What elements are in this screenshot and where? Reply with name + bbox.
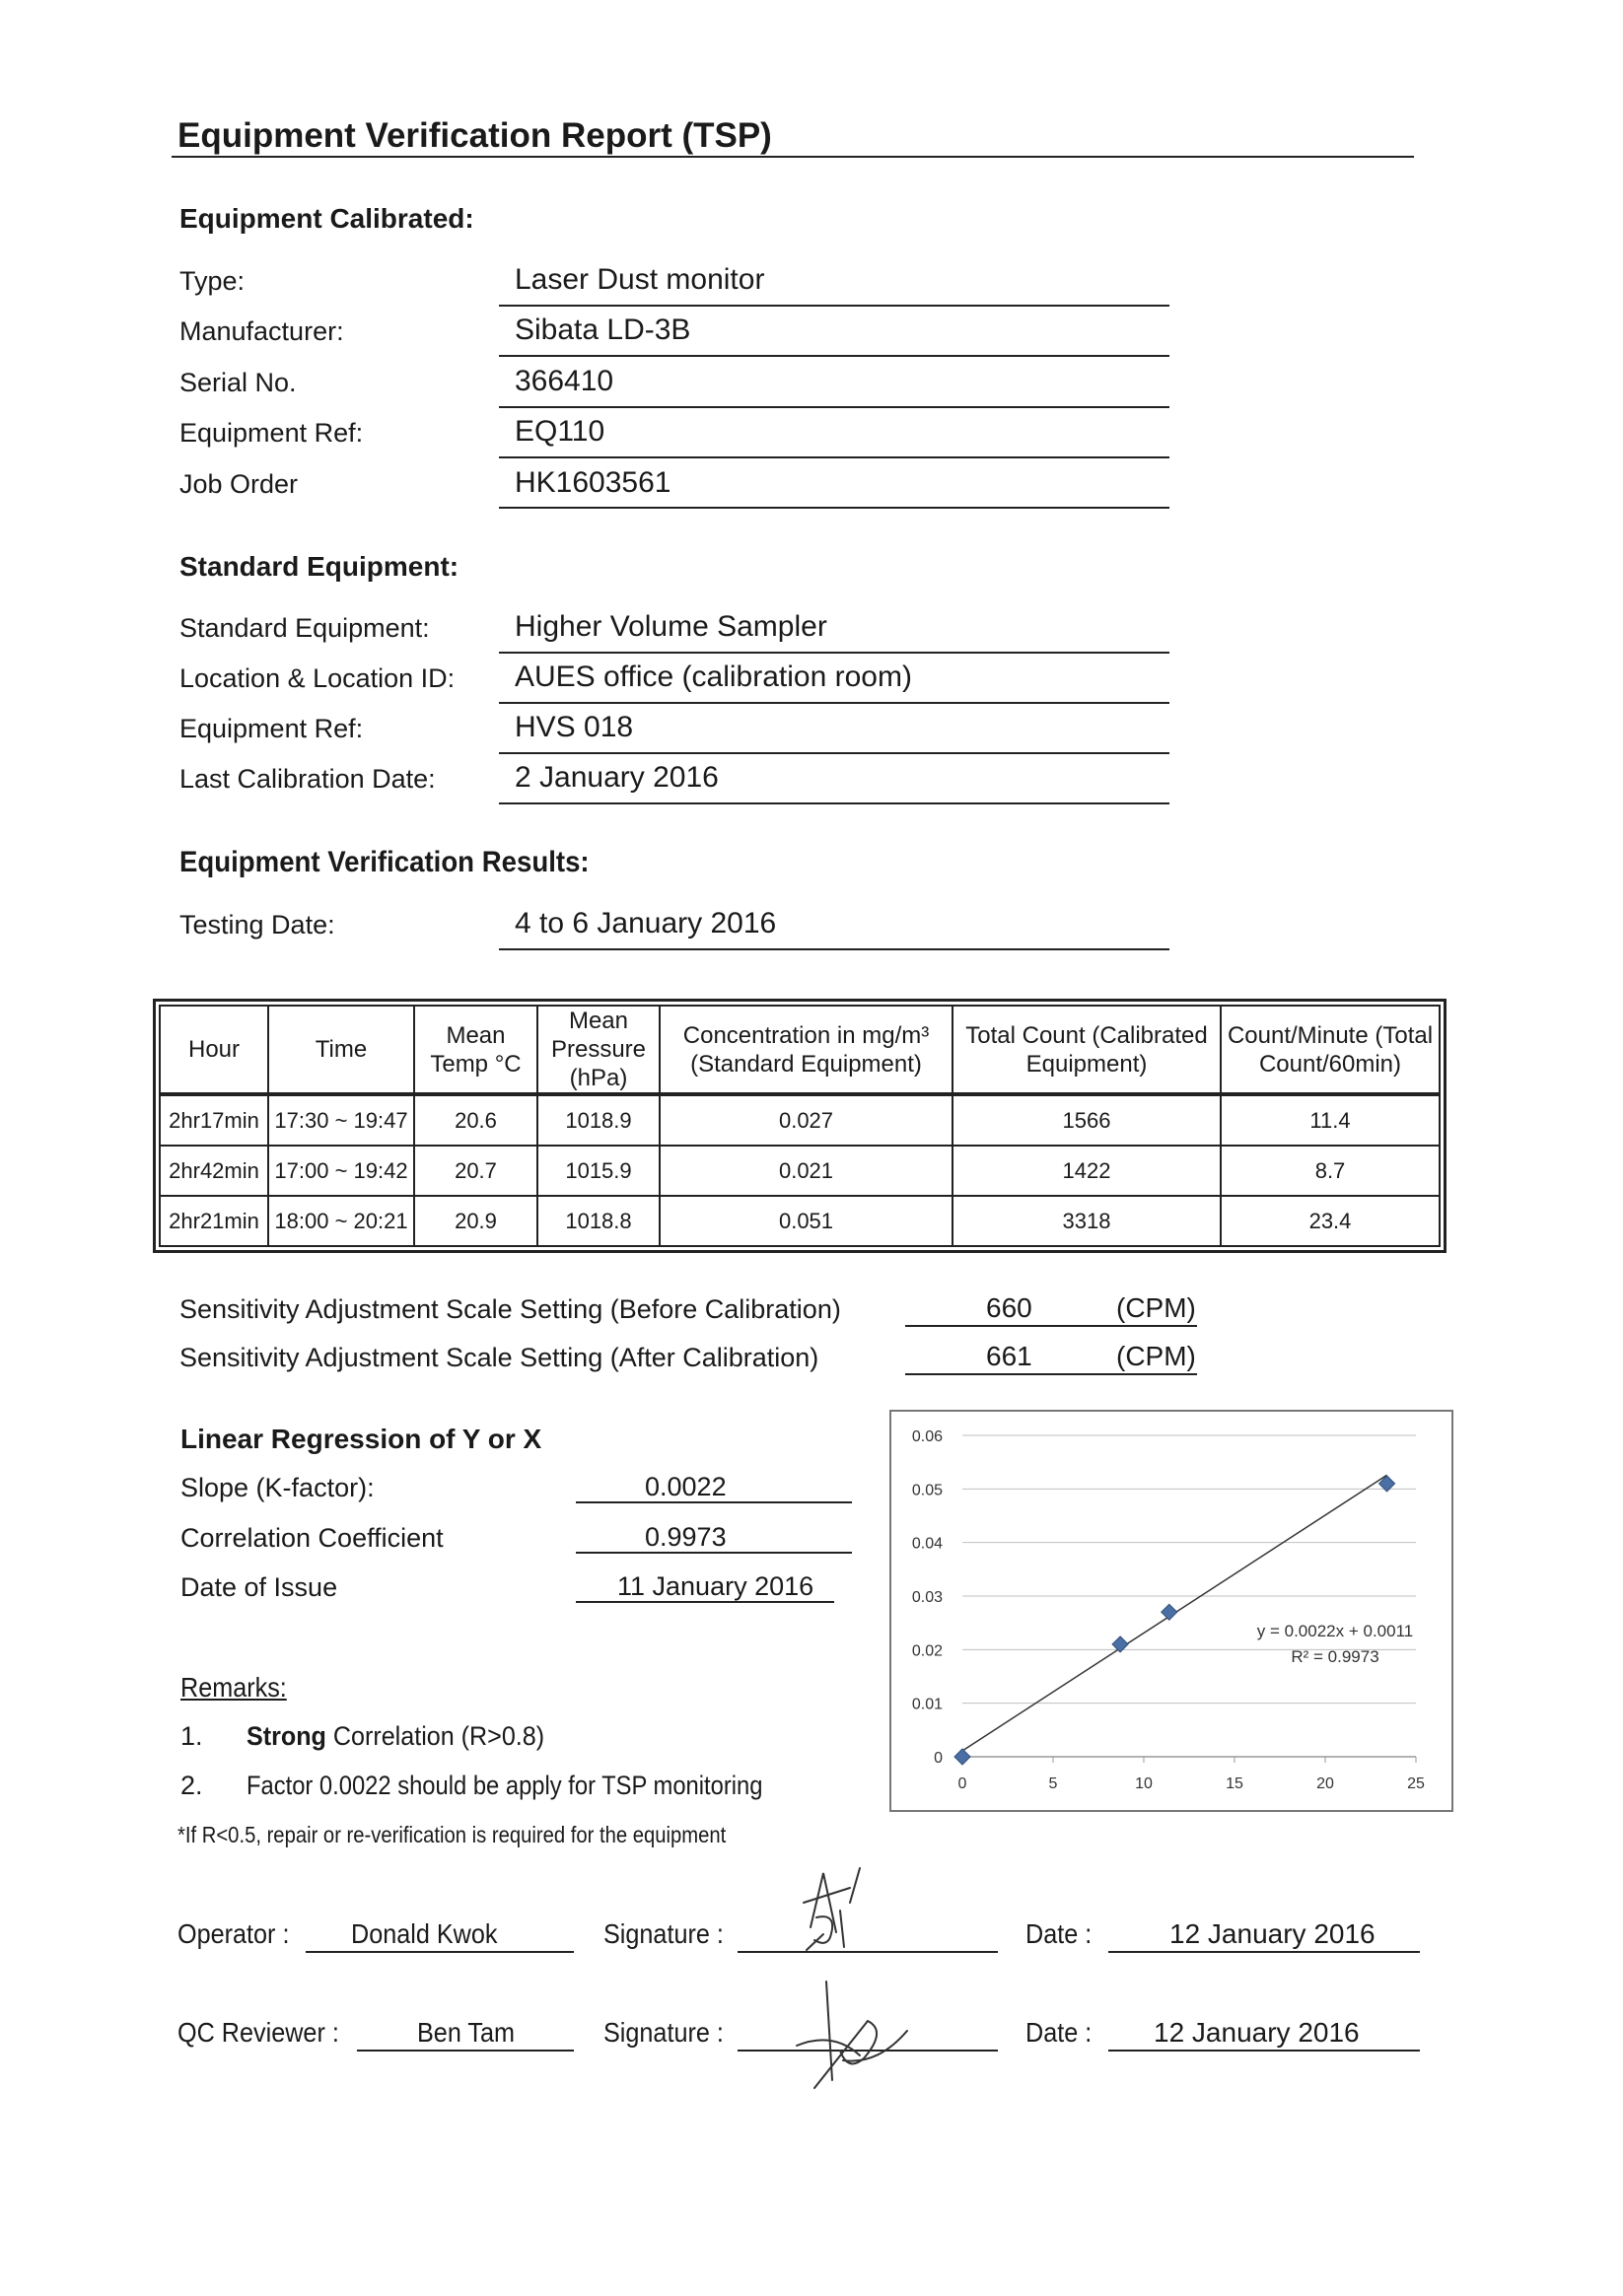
cell-concentration: 0.051 bbox=[660, 1196, 953, 1246]
operator-date-label: Date : bbox=[1025, 1918, 1093, 1949]
standard-value-location: AUES office (calibration room) bbox=[515, 661, 912, 693]
calibrated-value-equipment-ref: EQ110 bbox=[515, 415, 605, 448]
calibrated-label-equipment-ref: Equipment Ref: bbox=[179, 418, 364, 448]
standard-label-location: Location & Location ID: bbox=[179, 663, 456, 693]
results-table bbox=[153, 999, 1447, 1253]
qc-name: Ben Tam bbox=[417, 2017, 515, 2048]
cell-pressure: 1015.9 bbox=[537, 1146, 660, 1196]
underline bbox=[576, 1501, 852, 1503]
operator-signature-label: Signature : bbox=[603, 1918, 724, 1949]
qc-role-label: QC Reviewer : bbox=[177, 2017, 339, 2048]
regression-label-correlation: Correlation Coefficient bbox=[180, 1523, 444, 1553]
x-tick-label: 5 bbox=[1048, 1775, 1058, 1792]
remark-number: 1. bbox=[180, 1721, 203, 1751]
regression-value-correlation: 0.9973 bbox=[645, 1522, 727, 1552]
remark-text: Factor 0.0022 should be apply for TSP monitoring bbox=[247, 1771, 763, 1800]
regression-label-slope: Slope (K-factor): bbox=[180, 1473, 375, 1502]
cell-temp: 20.6 bbox=[414, 1094, 537, 1146]
x-tick-label: 25 bbox=[1407, 1775, 1425, 1792]
cell-total-count: 3318 bbox=[953, 1196, 1221, 1246]
underline bbox=[499, 802, 1169, 804]
underline bbox=[1108, 1951, 1420, 1953]
underline bbox=[1108, 2050, 1420, 2052]
underline bbox=[576, 1601, 834, 1603]
calibrated-heading: Equipment Calibrated: bbox=[179, 203, 474, 234]
regression-value-slope: 0.0022 bbox=[645, 1472, 727, 1501]
scatter-plot bbox=[891, 1412, 1451, 1810]
remark-number: 2. bbox=[180, 1771, 203, 1800]
operator-name: Donald Kwok bbox=[351, 1918, 498, 1949]
underline bbox=[499, 456, 1169, 458]
data-point bbox=[954, 1749, 970, 1765]
qc-date: 12 January 2016 bbox=[1154, 2017, 1360, 2048]
remark-strong: Strong bbox=[247, 1721, 326, 1751]
standard-label-equipment: Standard Equipment: bbox=[179, 613, 430, 643]
underline bbox=[499, 948, 1169, 950]
underline bbox=[905, 1325, 1197, 1327]
results-heading: Equipment Verification Results: bbox=[179, 846, 590, 878]
header-total-count: Total Count (Calibrated Equipment) bbox=[953, 1006, 1221, 1094]
underline bbox=[905, 1373, 1197, 1375]
underline bbox=[499, 406, 1169, 408]
regression-chart bbox=[889, 1410, 1453, 1812]
y-tick-label: 0.05 bbox=[911, 1482, 943, 1499]
regression-heading: Linear Regression of Y or X bbox=[180, 1424, 542, 1454]
calibrated-value-serial: 366410 bbox=[515, 365, 614, 397]
standard-heading: Standard Equipment: bbox=[179, 551, 459, 582]
x-tick-label: 15 bbox=[1226, 1775, 1243, 1792]
cell-time: 18:00 ~ 20:21 bbox=[268, 1196, 414, 1246]
header-hour: Hour bbox=[160, 1006, 268, 1094]
calibrated-value-job-order: HK1603561 bbox=[515, 466, 671, 499]
cell-pressure: 1018.9 bbox=[537, 1094, 660, 1146]
standard-label-last-calibration: Last Calibration Date: bbox=[179, 764, 436, 794]
cell-pressure: 1018.8 bbox=[537, 1196, 660, 1246]
sensitivity-before-value: 660 bbox=[986, 1292, 1032, 1323]
underline bbox=[738, 1951, 998, 1953]
underline bbox=[499, 652, 1169, 654]
y-tick-label: 0.06 bbox=[911, 1428, 943, 1445]
cell-time: 17:00 ~ 19:42 bbox=[268, 1146, 414, 1196]
x-tick-label: 0 bbox=[957, 1775, 967, 1792]
table-header-row bbox=[160, 1006, 1440, 1094]
x-tick-label: 20 bbox=[1316, 1775, 1334, 1792]
remarks-note: *If R<0.5, repair or re-verification is required for the equipment bbox=[177, 1822, 727, 1847]
underline bbox=[499, 305, 1169, 307]
operator-date: 12 January 2016 bbox=[1169, 1918, 1376, 1949]
cell-total-count: 1422 bbox=[953, 1146, 1221, 1196]
qc-signature bbox=[797, 1982, 907, 2088]
operator-role-label: Operator : bbox=[177, 1918, 290, 1949]
underline bbox=[306, 1951, 574, 1953]
table-row bbox=[160, 1094, 1440, 1146]
trendline-equation: y = 0.0022x + 0.0011 bbox=[1256, 1622, 1414, 1640]
header-mean-pressure: Mean Pressure (hPa) bbox=[537, 1006, 660, 1094]
standard-value-equipment-ref: HVS 018 bbox=[515, 711, 634, 743]
cell-temp: 20.9 bbox=[414, 1196, 537, 1246]
header-time: Time bbox=[268, 1006, 414, 1094]
underline bbox=[499, 355, 1169, 357]
underline bbox=[499, 507, 1169, 509]
calibrated-label-type: Type: bbox=[179, 266, 246, 296]
underline bbox=[499, 702, 1169, 704]
standard-label-equipment-ref: Equipment Ref: bbox=[179, 714, 364, 743]
sensitivity-before-unit: (CPM) bbox=[1116, 1292, 1196, 1323]
calibrated-value-type: Laser Dust monitor bbox=[515, 263, 765, 296]
underline bbox=[357, 2050, 574, 2052]
cell-concentration: 0.027 bbox=[660, 1094, 953, 1146]
y-tick-label: 0.01 bbox=[911, 1696, 943, 1713]
header-count-minute: Count/Minute (Total Count/60min) bbox=[1221, 1006, 1440, 1094]
remark-item bbox=[247, 1771, 762, 1801]
qc-date-label: Date : bbox=[1025, 2017, 1093, 2048]
y-tick-label: 0.03 bbox=[911, 1589, 943, 1606]
cell-hour: 2hr17min bbox=[160, 1094, 268, 1146]
qc-signature-label: Signature : bbox=[603, 2017, 724, 2048]
regression-value-date: 11 January 2016 bbox=[617, 1571, 814, 1601]
underline bbox=[499, 752, 1169, 754]
underline bbox=[738, 2050, 998, 2052]
header-mean-temp: Mean Temp °C bbox=[414, 1006, 537, 1094]
remark-text: Correlation (R>0.8) bbox=[325, 1721, 545, 1751]
operator-signature bbox=[804, 1868, 860, 1950]
y-tick-label: 0.02 bbox=[911, 1642, 943, 1660]
cell-total-count: 1566 bbox=[953, 1094, 1221, 1146]
remarks-heading: Remarks: bbox=[180, 1672, 287, 1703]
calibrated-label-manufacturer: Manufacturer: bbox=[179, 316, 344, 346]
header-concentration: Concentration in mg/m³ (Standard Equipment) bbox=[660, 1006, 953, 1094]
standard-value-last-calibration: 2 January 2016 bbox=[515, 761, 719, 794]
cell-hour: 2hr42min bbox=[160, 1146, 268, 1196]
sensitivity-before-label: Sensitivity Adjustment Scale Setting (Before Calibration) bbox=[179, 1294, 841, 1324]
cell-count-minute: 11.4 bbox=[1221, 1094, 1440, 1146]
table-row bbox=[160, 1196, 1440, 1246]
standard-value-equipment: Higher Volume Sampler bbox=[515, 610, 827, 643]
remark-item bbox=[247, 1721, 544, 1752]
cell-temp: 20.7 bbox=[414, 1146, 537, 1196]
table-row bbox=[160, 1146, 1440, 1196]
cell-concentration: 0.021 bbox=[660, 1146, 953, 1196]
y-tick-label: 0.04 bbox=[911, 1535, 943, 1553]
regression-label-date: Date of Issue bbox=[180, 1572, 338, 1602]
cell-count-minute: 23.4 bbox=[1221, 1196, 1440, 1246]
report-title: Equipment Verification Report (TSP) bbox=[177, 116, 772, 155]
calibrated-value-manufacturer: Sibata LD-3B bbox=[515, 313, 691, 346]
r-squared-label: R² = 0.9973 bbox=[1291, 1647, 1379, 1666]
cell-count-minute: 8.7 bbox=[1221, 1146, 1440, 1196]
data-point bbox=[1162, 1604, 1177, 1620]
x-tick-label: 10 bbox=[1135, 1775, 1153, 1792]
cell-time: 17:30 ~ 19:47 bbox=[268, 1094, 414, 1146]
sensitivity-after-unit: (CPM) bbox=[1116, 1341, 1196, 1371]
testing-date-label: Testing Date: bbox=[179, 910, 335, 939]
calibrated-label-serial: Serial No. bbox=[179, 368, 297, 397]
cell-hour: 2hr21min bbox=[160, 1196, 268, 1246]
y-tick-label: 0 bbox=[934, 1750, 943, 1767]
testing-date-value: 4 to 6 January 2016 bbox=[515, 907, 777, 939]
underline bbox=[576, 1552, 852, 1554]
calibrated-label-job-order: Job Order bbox=[179, 469, 299, 499]
title-rule bbox=[172, 156, 1414, 158]
sensitivity-after-label: Sensitivity Adjustment Scale Setting (After Calibration) bbox=[179, 1343, 819, 1372]
sensitivity-after-value: 661 bbox=[986, 1341, 1032, 1371]
